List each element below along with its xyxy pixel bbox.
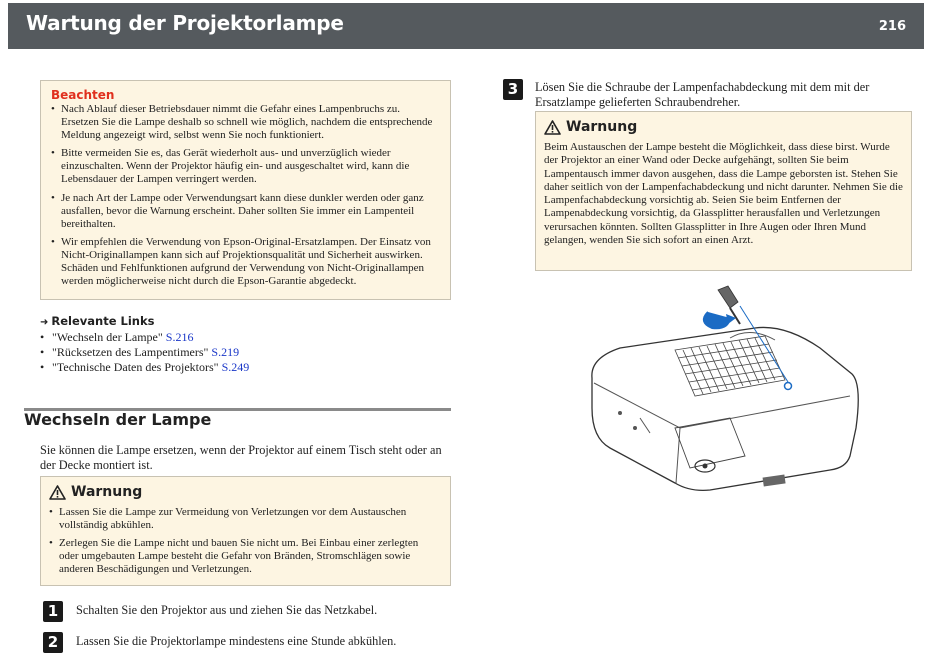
link-text[interactable]: "Rücksetzen des Lampentimers" — [52, 345, 209, 359]
page-number: 216 — [878, 19, 906, 34]
warning-title: Warnung — [566, 119, 638, 135]
note-box — [40, 80, 451, 300]
page-link[interactable]: S.249 — [221, 360, 250, 374]
list-item: • Bitte vermeiden Sie es, das Gerät wiederholt aus- und unverzüglich wieder einzuschalten. Wenn der Projektor häufig ein- und ausgeschaltet wird, kann die Lebensdauer der Lampen verringert werden. — [51, 147, 440, 186]
warning-heading — [49, 484, 440, 500]
page-title: Wartung der Projektorlampe — [26, 11, 344, 35]
related-links — [40, 314, 440, 375]
related-links-title — [40, 314, 440, 328]
link-text[interactable]: "Wechseln der Lampe" — [52, 330, 163, 344]
warning-title: Warnung — [71, 484, 143, 500]
warning-triangle-icon — [544, 120, 561, 135]
warning-box — [535, 111, 912, 271]
step-text: Schalten Sie den Projektor aus und ziehen Sie das Netzkabel. — [76, 603, 378, 617]
warning-box — [40, 476, 451, 586]
note-title: Beachten — [51, 88, 115, 102]
warning-list — [49, 506, 440, 576]
warning-triangle-icon — [49, 485, 66, 500]
step-number: 2 — [43, 632, 63, 653]
related-link[interactable] — [40, 345, 440, 360]
related-link[interactable] — [40, 330, 440, 345]
page-link[interactable]: S.219 — [211, 345, 240, 359]
rotate-arrow-icon — [704, 312, 730, 328]
warning-heading — [544, 119, 903, 135]
step-number: 1 — [43, 601, 63, 622]
list-item: • Lassen Sie die Lampe zur Vermeidung von Verletzungen vor dem Austauschen vollständig abkühlen. — [49, 506, 440, 532]
warning-text: Beim Austauschen der Lampe besteht die Möglichkeit, dass diese birst. Wurde der Projektor an einer Wand oder Decke aufgehängt, sollten Sie beim Lampentausch immer davon ausgehen, dass die Lampe geborsten ist. Stehen Sie daher seitlich von der Lampenfachabdeckung und nicht darunter. Nehmen Sie die Lampenfachabdeckung vorsichtig ab. Seien Sie beim Entfernen der Lampenabdeckung vorsichtig, da Glassplitter herausfallen und Verletzungen verursachen könnten. Sollten Glassplitter in Ihre Augen oder Ihren Mund gelangen, wenden Sie sich sofort an einen Arzt. — [544, 141, 903, 247]
step-text: Lösen Sie die Schraube der Lampenfachabdeckung mit dem mit der Ersatzlampe gelieferten Schraubendreher. — [535, 80, 870, 109]
note-list — [51, 103, 440, 288]
double-arrow-icon: ➜ — [40, 317, 49, 328]
step-text: Lassen Sie die Projektorlampe mindestens eine Stunde abkühlen. — [76, 634, 397, 648]
list-item: • Nach Ablauf dieser Betriebsdauer nimmt die Gefahr eines Lampenbruchs zu. Ersetzen Sie die Lampe deshalb so schnell wie möglich, nachdem die entsprechende Meldung angezeigt wird, selbst wenn Sie noch funktioniert. — [51, 103, 440, 142]
page-link[interactable]: S.216 — [165, 330, 194, 344]
list-item: • Wir empfehlen die Verwendung von Epson-Original-Ersatzlampen. Der Einsatz von Nicht-Originallampen kann sich auf Projektionsqualität und Sicherheit auswirken. Schäden und Fehlfunktionen aufgrund der Verwendung von Nicht-Originallampen werden möglicherweise nicht durch die Epson-Garantie abgedeckt. — [51, 236, 440, 288]
section-intro: Sie können die Lampe ersetzen, wenn der Projektor auf einem Tisch steht oder an der Decke montiert ist. — [40, 443, 442, 472]
step-number: 3 — [503, 79, 523, 100]
page-header — [8, 3, 924, 49]
link-text[interactable]: "Technische Daten des Projektors" — [52, 360, 219, 374]
projector-illustration — [580, 278, 870, 498]
related-link[interactable] — [40, 360, 440, 375]
related-links-label: Relevante Links — [51, 314, 155, 328]
section-title: Wechseln der Lampe — [24, 410, 212, 429]
list-item: • Zerlegen Sie die Lampe nicht und bauen Sie nicht um. Bei Einbau einer zerlegten oder umgebauten Lampe besteht die Gefahr von Bränden, Stromschlägen sowie anderen Beschädigungen und Verletzungen. — [49, 537, 440, 576]
list-item: • Je nach Art der Lampe oder Verwendungsart kann diese dunkler werden oder ganz ausfallen, bevor die Warnung erscheint. Daher sollten Sie immer ein Lampenteil bereithalten. — [51, 192, 440, 231]
